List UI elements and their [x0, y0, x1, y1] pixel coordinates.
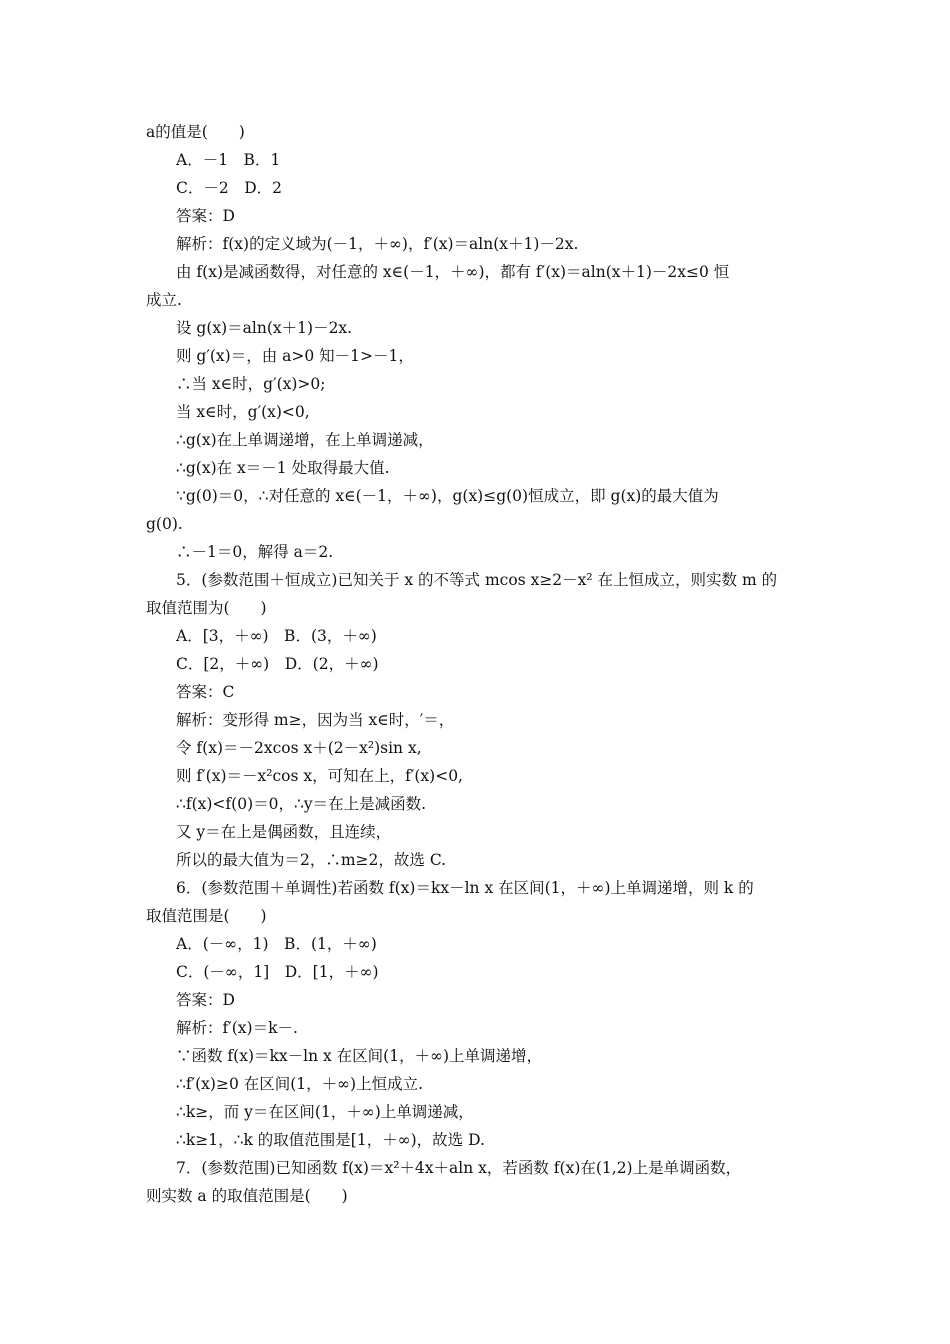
answer-line: 答案：C: [176, 683, 235, 701]
text-line: ∴k≥，而 y＝在区间(1，＋∞)上单调递减，: [176, 1103, 474, 1121]
text-line: 解析：f′(x)＝k－.: [176, 1019, 298, 1037]
option-line: A．[3，＋∞) B．(3，＋∞): [176, 627, 377, 645]
question-line: 6．(参数范围＋单调性)若函数 f(x)＝kx－ln x 在区间(1，＋∞)上单调递增，则 k 的: [176, 879, 754, 897]
text-line: ∴g(x)在 x＝－1 处取得最大值.: [176, 459, 390, 477]
answer-line: 答案：D: [176, 991, 235, 1009]
text-line: 解析：f(x)的定义域为(－1，＋∞)，f′(x)＝aln(x＋1)－2x.: [176, 235, 579, 253]
text-line: 成立.: [146, 291, 182, 309]
text-line: ∴k≥1，∴k 的取值范围是[1，＋∞)，故选 D.: [176, 1131, 485, 1149]
text-line: g(0).: [146, 515, 183, 533]
text-line: ∴当 x∈时，g′(x)>0;: [176, 375, 326, 393]
text-line: ∴g(x)在上单调递增，在上单调递减，: [176, 431, 434, 449]
option-line: A．－1 B．1: [176, 151, 281, 169]
question-line: 则实数 a 的取值范围是( ): [146, 1187, 348, 1205]
text-line: 由 f(x)是减函数得，对任意的 x∈(－1，＋∞)，都有 f′(x)＝aln(x＋1)－2x≤0 恒: [176, 263, 730, 281]
question-line: 7．(参数范围)已知函数 f(x)＝x²＋4x＋aln x，若函数 f(x)在(1,2)上是单调函数，: [176, 1159, 742, 1177]
answer-line: 答案：D: [176, 207, 235, 225]
text-line: ∵函数 f(x)＝kx－ln x 在区间(1，＋∞)上单调递增，: [176, 1047, 543, 1065]
text-line: 令 f(x)＝－2xcos x＋(2－x²)sin x,: [176, 739, 422, 757]
question-line: 取值范围为( ): [146, 599, 267, 617]
text-line: ∴－1＝0，解得 a＝2.: [176, 543, 334, 561]
text-line: 当 x∈时，g′(x)<0,: [176, 403, 310, 421]
text-line: 则 f′(x)＝－x²cos x，可知在上，f′(x)<0,: [176, 767, 463, 785]
text-line: a的值是( ): [146, 123, 245, 141]
option-line: C．(－∞，1] D．[1，＋∞): [176, 963, 379, 981]
text-line: 又 y＝在上是偶函数，且连续，: [176, 823, 392, 841]
text-line: 则 g′(x)＝，由 a>0 知－1>－1，: [176, 347, 414, 365]
text-line: 设 g(x)＝aln(x＋1)－2x.: [176, 319, 353, 337]
text-line: ∵g(0)＝0，∴对任意的 x∈(－1，＋∞)，g(x)≤g(0)恒成立，即 g(x)的最大值为: [176, 487, 719, 505]
option-line: C．[2，＋∞) D．(2，＋∞): [176, 655, 379, 673]
text-line: 所以的最大值为＝2，∴m≥2，故选 C.: [176, 851, 447, 869]
option-line: A．(－∞，1) B．(1，＋∞): [176, 935, 377, 953]
text-line: 解析：变形得 m≥，因为当 x∈时，′＝，: [176, 711, 455, 729]
option-line: C．－2 D．2: [176, 179, 283, 197]
question-line: 5．(参数范围＋恒成立)已知关于 x 的不等式 mcos x≥2－x² 在上恒成立，则实数 m 的: [176, 571, 778, 589]
text-line: ∴f(x)<f(0)＝0，∴y＝在上是减函数.: [176, 795, 427, 813]
question-line: 取值范围是( ): [146, 907, 267, 925]
text-line: ∴f′(x)≥0 在区间(1，＋∞)上恒成立.: [176, 1075, 424, 1093]
